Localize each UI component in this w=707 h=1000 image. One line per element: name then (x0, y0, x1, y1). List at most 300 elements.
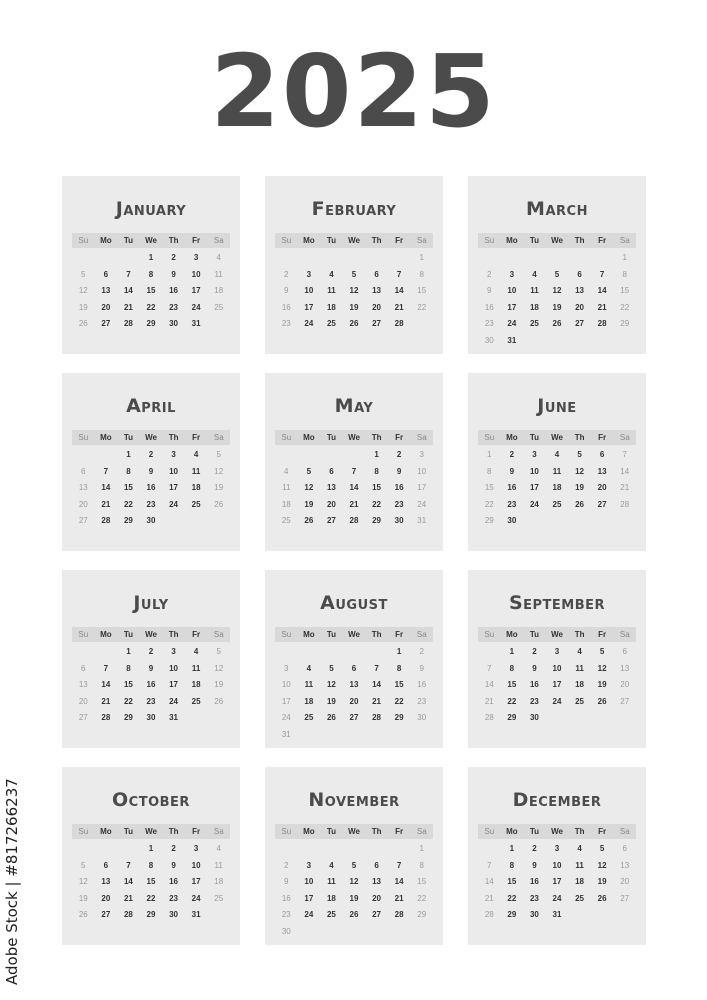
stock-credit: Adobe Stock | #817266237 (3, 778, 21, 985)
day-cell: 17 (417, 483, 427, 492)
day-cell: 19 (214, 483, 224, 492)
day-cell: 1 (396, 647, 402, 656)
month-name: January (115, 198, 187, 220)
day-cell: 12 (78, 877, 88, 886)
weekday-label: Sa (213, 236, 224, 245)
day-grid (72, 841, 230, 924)
weekday-label: Mo (303, 827, 315, 836)
day-cell: 24 (281, 713, 291, 722)
day-cell: 7 (599, 269, 605, 279)
day-grid (478, 644, 636, 727)
day-cell: 18 (529, 302, 539, 312)
day-cell: 15 (484, 483, 494, 492)
day-cell: 26 (78, 910, 88, 919)
day-cell: 29 (620, 319, 630, 328)
day-cell: 7 (487, 860, 492, 870)
month-name: July (133, 592, 169, 614)
day-cell: 7 (103, 663, 109, 673)
day-grid (72, 250, 230, 333)
day-cell: 25 (575, 696, 585, 706)
day-cell: 27 (78, 516, 88, 525)
weekday-label: Sa (213, 433, 224, 442)
day-cell: 29 (123, 713, 133, 722)
day-cell: 29 (394, 713, 404, 722)
day-cell: 19 (349, 302, 359, 312)
day-cell: 22 (123, 499, 133, 509)
weekday-label: Fr (395, 433, 404, 442)
day-cell: 18 (575, 877, 585, 886)
day-cell: 27 (372, 319, 382, 328)
day-cell: 22 (620, 302, 630, 312)
day-cell: 17 (169, 680, 179, 689)
day-cell: 9 (487, 286, 492, 295)
day-cell: 16 (146, 680, 156, 689)
day-cell: 10 (552, 663, 562, 673)
day-cell: 4 (554, 450, 560, 459)
day-cell: 12 (597, 663, 607, 673)
weekday-label: Tu (123, 236, 134, 245)
day-cell: 29 (507, 910, 517, 919)
day-cell: 7 (103, 466, 109, 476)
day-cell: 25 (529, 319, 539, 328)
day-cell: 29 (417, 910, 427, 919)
year-title: 2025 (210, 33, 497, 150)
day-cell: 6 (577, 269, 582, 279)
day-cell: 21 (597, 302, 607, 312)
day-cell: 22 (146, 302, 156, 312)
day-cell: 4 (216, 253, 221, 262)
day-cell: 16 (281, 893, 291, 903)
day-cell: 5 (329, 663, 334, 673)
day-cell: 18 (552, 483, 562, 492)
weekday-label: Su (78, 236, 89, 245)
day-cell: 23 (484, 319, 494, 328)
day-cell: 21 (101, 499, 111, 509)
weekday-label: We (145, 630, 157, 639)
weekday-header (478, 627, 636, 642)
day-cell: 3 (193, 253, 199, 262)
day-cell: 10 (552, 860, 562, 870)
day-cell: 9 (171, 860, 176, 870)
day-cell: 31 (169, 713, 179, 722)
day-cell: 14 (394, 877, 404, 886)
day-cell: 23 (394, 499, 404, 509)
month-november (265, 767, 443, 945)
day-cell: 27 (372, 910, 382, 919)
day-cell: 18 (304, 696, 314, 706)
day-cell: 14 (394, 286, 404, 295)
weekday-label: Th (574, 630, 585, 639)
day-cell: 14 (372, 680, 382, 689)
day-cell: 26 (304, 516, 314, 525)
day-cell: 26 (78, 319, 88, 328)
day-cell: 8 (374, 466, 379, 476)
day-cell: 1 (622, 253, 627, 262)
day-cell: 17 (169, 483, 179, 492)
day-cell: 25 (575, 893, 585, 903)
month-june (468, 373, 646, 551)
weekday-label: Mo (100, 630, 112, 639)
day-cell: 26 (597, 696, 607, 706)
weekday-label: Th (574, 827, 585, 836)
day-cell: 18 (326, 302, 336, 312)
day-cell: 11 (214, 860, 223, 870)
day-cell: 21 (372, 696, 382, 706)
day-cell: 14 (484, 877, 494, 886)
day-cell: 24 (552, 893, 562, 903)
day-cell: 23 (281, 910, 291, 919)
day-cell: 24 (417, 499, 427, 509)
weekday-label: Mo (303, 630, 315, 639)
day-cell: 24 (507, 319, 517, 328)
day-cell: 7 (487, 663, 492, 673)
day-cell: 11 (214, 269, 223, 279)
day-cell: 3 (509, 269, 515, 279)
day-cell: 1 (487, 450, 492, 459)
day-cell: 17 (191, 877, 201, 886)
day-cell: 13 (372, 877, 382, 886)
day-cell: 1 (509, 844, 515, 853)
day-cell: 26 (326, 713, 336, 722)
weekday-label: Sa (619, 630, 630, 639)
weekday-label: Fr (192, 433, 201, 442)
day-cell: 28 (101, 713, 111, 722)
day-cell: 23 (281, 319, 291, 328)
day-cell: 6 (81, 466, 86, 476)
day-cell: 3 (171, 450, 176, 459)
day-cell: 2 (148, 450, 154, 459)
day-cell: 19 (78, 302, 88, 312)
weekday-label: Th (574, 236, 585, 245)
day-cell: 10 (191, 860, 201, 870)
day-cell: 30 (484, 335, 494, 345)
day-cell: 20 (575, 302, 585, 312)
day-cell: 8 (396, 663, 402, 673)
weekday-label: Mo (506, 630, 518, 639)
weekday-label: Fr (192, 236, 201, 245)
day-cell: 9 (284, 877, 289, 886)
weekday-label: Fr (192, 630, 201, 639)
day-cell: 2 (532, 647, 537, 656)
day-cell: 24 (191, 302, 201, 312)
day-cell: 24 (191, 893, 201, 903)
day-cell: 24 (304, 319, 314, 328)
day-cell: 8 (126, 466, 131, 476)
weekday-label: Mo (100, 827, 112, 836)
day-cell: 1 (509, 647, 515, 656)
day-cell: 10 (417, 466, 427, 476)
day-cell: 12 (214, 663, 224, 673)
weekday-header (478, 824, 636, 839)
weekday-label: Mo (506, 236, 518, 245)
day-cell: 9 (396, 466, 402, 476)
weekday-label: Su (281, 433, 292, 442)
day-cell: 1 (126, 647, 131, 656)
day-cell: 18 (281, 499, 291, 509)
day-cell: 8 (148, 860, 154, 870)
day-cell: 11 (327, 286, 336, 295)
day-cell: 8 (419, 860, 424, 870)
weekday-label: Su (484, 630, 495, 639)
weekday-label: We (551, 236, 563, 245)
weekday-label: Mo (100, 236, 112, 245)
day-cell: 8 (622, 269, 627, 279)
weekday-header (275, 627, 433, 642)
weekday-label: Th (371, 433, 382, 442)
weekday-label: Tu (326, 433, 337, 442)
day-cell: 25 (326, 910, 336, 919)
day-cell: 26 (552, 319, 562, 328)
day-cell: 4 (329, 860, 334, 870)
day-cell: 10 (169, 466, 179, 476)
day-cell: 30 (394, 516, 404, 525)
day-cell: 22 (146, 893, 156, 903)
day-cell: 17 (507, 302, 517, 312)
day-cell: 3 (171, 647, 176, 656)
day-cell: 10 (507, 286, 517, 295)
day-cell: 17 (304, 893, 314, 903)
day-cell: 5 (216, 647, 221, 656)
day-cell: 25 (326, 319, 336, 328)
day-cell: 25 (214, 893, 224, 903)
day-cell: 27 (597, 499, 607, 509)
weekday-label: Th (168, 827, 179, 836)
day-cell: 28 (394, 910, 404, 919)
day-cell: 27 (101, 319, 111, 328)
day-cell: 10 (304, 877, 314, 886)
day-cell: 16 (281, 302, 291, 312)
day-cell: 19 (326, 696, 336, 706)
day-cell: 23 (507, 499, 517, 509)
day-cell: 6 (103, 860, 109, 870)
weekday-label: Sa (619, 827, 630, 836)
weekday-label: Su (281, 827, 292, 836)
month-name: February (311, 198, 397, 220)
weekday-label: Su (281, 630, 292, 639)
day-cell: 5 (554, 269, 560, 279)
day-cell: 14 (349, 483, 359, 492)
day-cell: 10 (281, 680, 291, 689)
day-cell: 6 (622, 844, 627, 853)
day-cell: 20 (597, 483, 607, 492)
day-cell: 7 (126, 860, 131, 870)
day-cell: 18 (191, 483, 201, 492)
day-cell: 9 (148, 466, 154, 476)
day-cell: 14 (123, 877, 133, 886)
day-cell: 22 (507, 893, 517, 903)
weekday-label: Tu (326, 630, 337, 639)
day-cell: 31 (507, 335, 517, 345)
day-cell: 29 (146, 910, 156, 919)
weekday-label: Fr (192, 827, 201, 836)
day-cell: 28 (123, 319, 133, 328)
day-cell: 22 (417, 302, 427, 312)
weekday-header (478, 430, 636, 445)
day-cell: 16 (507, 483, 517, 492)
day-cell: 9 (171, 269, 176, 279)
day-cell: 24 (552, 696, 562, 706)
day-cell: 4 (193, 647, 199, 656)
day-cell: 29 (146, 319, 156, 328)
day-cell: 6 (374, 860, 379, 870)
day-cell: 6 (351, 663, 357, 673)
day-cell: 4 (193, 450, 199, 459)
day-cell: 30 (169, 319, 179, 328)
weekday-label: We (551, 433, 563, 442)
day-cell: 5 (351, 269, 357, 279)
day-cell: 11 (191, 466, 201, 476)
day-cell: 26 (597, 893, 607, 903)
day-cell: 15 (146, 286, 156, 295)
day-cell: 9 (284, 286, 289, 295)
weekday-label: Fr (395, 630, 404, 639)
weekday-header (72, 233, 230, 248)
weekday-label: Su (484, 433, 495, 442)
day-cell: 27 (620, 696, 630, 706)
day-cell: 1 (126, 450, 131, 459)
day-cell: 13 (78, 483, 88, 492)
day-cell: 17 (281, 696, 291, 706)
day-cell: 19 (575, 483, 585, 492)
day-cell: 5 (577, 450, 582, 459)
day-cell: 14 (101, 680, 111, 689)
day-cell: 31 (552, 910, 562, 919)
day-cell: 15 (146, 877, 156, 886)
day-cell: 19 (597, 680, 607, 689)
day-cell: 13 (349, 680, 359, 689)
day-cell: 12 (78, 286, 88, 295)
weekday-label: Th (371, 630, 382, 639)
weekday-header (275, 233, 433, 248)
weekday-label: Sa (619, 433, 630, 442)
weekday-label: Tu (123, 433, 134, 442)
weekday-label: Su (484, 827, 495, 836)
day-cell: 23 (146, 696, 156, 706)
month-january (62, 176, 240, 354)
weekday-header (72, 824, 230, 839)
day-cell: 12 (326, 680, 336, 689)
weekday-header (275, 824, 433, 839)
weekday-label: We (551, 827, 563, 836)
day-cell: 31 (281, 729, 291, 739)
month-name: September (508, 592, 606, 614)
day-cell: 1 (419, 253, 424, 262)
day-cell: 11 (282, 483, 291, 492)
day-cell: 15 (620, 286, 630, 295)
day-cell: 20 (101, 302, 111, 312)
weekday-label: We (551, 630, 563, 639)
day-cell: 11 (530, 286, 539, 295)
day-cell: 2 (171, 844, 176, 853)
day-cell: 12 (304, 483, 314, 492)
day-cell: 10 (529, 466, 539, 476)
month-december (468, 767, 646, 945)
day-cell: 12 (349, 877, 359, 886)
weekday-label: Sa (213, 827, 224, 836)
day-cell: 7 (351, 466, 357, 476)
day-cell: 28 (620, 499, 630, 509)
weekday-label: Su (281, 236, 292, 245)
day-cell: 13 (78, 680, 88, 689)
weekday-label: We (348, 630, 360, 639)
day-cell: 3 (306, 860, 312, 870)
day-cell: 20 (349, 696, 359, 706)
day-cell: 15 (372, 483, 382, 492)
day-cell: 24 (169, 696, 179, 706)
weekday-label: Mo (303, 236, 315, 245)
day-cell: 9 (419, 663, 424, 673)
day-cell: 20 (326, 499, 336, 509)
day-cell: 7 (622, 450, 627, 459)
day-cell: 2 (396, 450, 402, 459)
day-grid (72, 644, 230, 727)
day-grid (275, 841, 433, 940)
day-cell: 18 (326, 893, 336, 903)
day-cell: 14 (597, 286, 607, 295)
day-cell: 17 (304, 302, 314, 312)
weekday-label: Su (78, 433, 89, 442)
day-cell: 11 (575, 663, 584, 673)
day-cell: 1 (148, 253, 154, 262)
day-cell: 1 (419, 844, 424, 853)
day-cell: 18 (575, 680, 585, 689)
day-cell: 25 (281, 516, 291, 525)
day-cell: 5 (81, 269, 86, 279)
day-cell: 11 (327, 877, 336, 886)
day-cell: 22 (372, 499, 382, 509)
day-cell: 27 (78, 713, 88, 722)
day-cell: 4 (532, 269, 537, 279)
day-cell: 30 (169, 910, 179, 919)
day-cell: 3 (419, 450, 424, 459)
day-cell: 12 (214, 466, 224, 476)
day-cell: 23 (529, 893, 539, 903)
day-cell: 25 (304, 713, 314, 722)
day-cell: 26 (575, 499, 585, 509)
day-cell: 31 (191, 319, 201, 328)
weekday-label: Th (168, 433, 179, 442)
day-cell: 21 (123, 302, 133, 312)
day-cell: 19 (214, 680, 224, 689)
day-cell: 17 (191, 286, 201, 295)
weekday-label: Th (371, 236, 382, 245)
day-cell: 30 (417, 713, 427, 722)
day-cell: 26 (349, 910, 359, 919)
weekday-label: Fr (598, 236, 607, 245)
day-grid (478, 841, 636, 924)
day-cell: 22 (123, 696, 133, 706)
day-cell: 16 (417, 680, 427, 689)
day-cell: 4 (577, 844, 582, 853)
day-cell: 13 (101, 286, 111, 295)
month-august (265, 570, 443, 748)
day-cell: 24 (169, 499, 179, 509)
day-cell: 22 (484, 499, 494, 509)
day-cell: 15 (507, 877, 517, 886)
day-cell: 15 (507, 680, 517, 689)
day-cell: 13 (101, 877, 111, 886)
day-cell: 4 (306, 663, 312, 673)
month-name: March (526, 198, 588, 220)
day-cell: 9 (148, 663, 154, 673)
day-cell: 8 (509, 663, 515, 673)
day-cell: 10 (191, 269, 201, 279)
day-cell: 8 (148, 269, 154, 279)
day-cell: 13 (620, 860, 630, 870)
weekday-label: Sa (416, 236, 427, 245)
weekday-label: We (348, 827, 360, 836)
weekday-label: Th (168, 630, 179, 639)
